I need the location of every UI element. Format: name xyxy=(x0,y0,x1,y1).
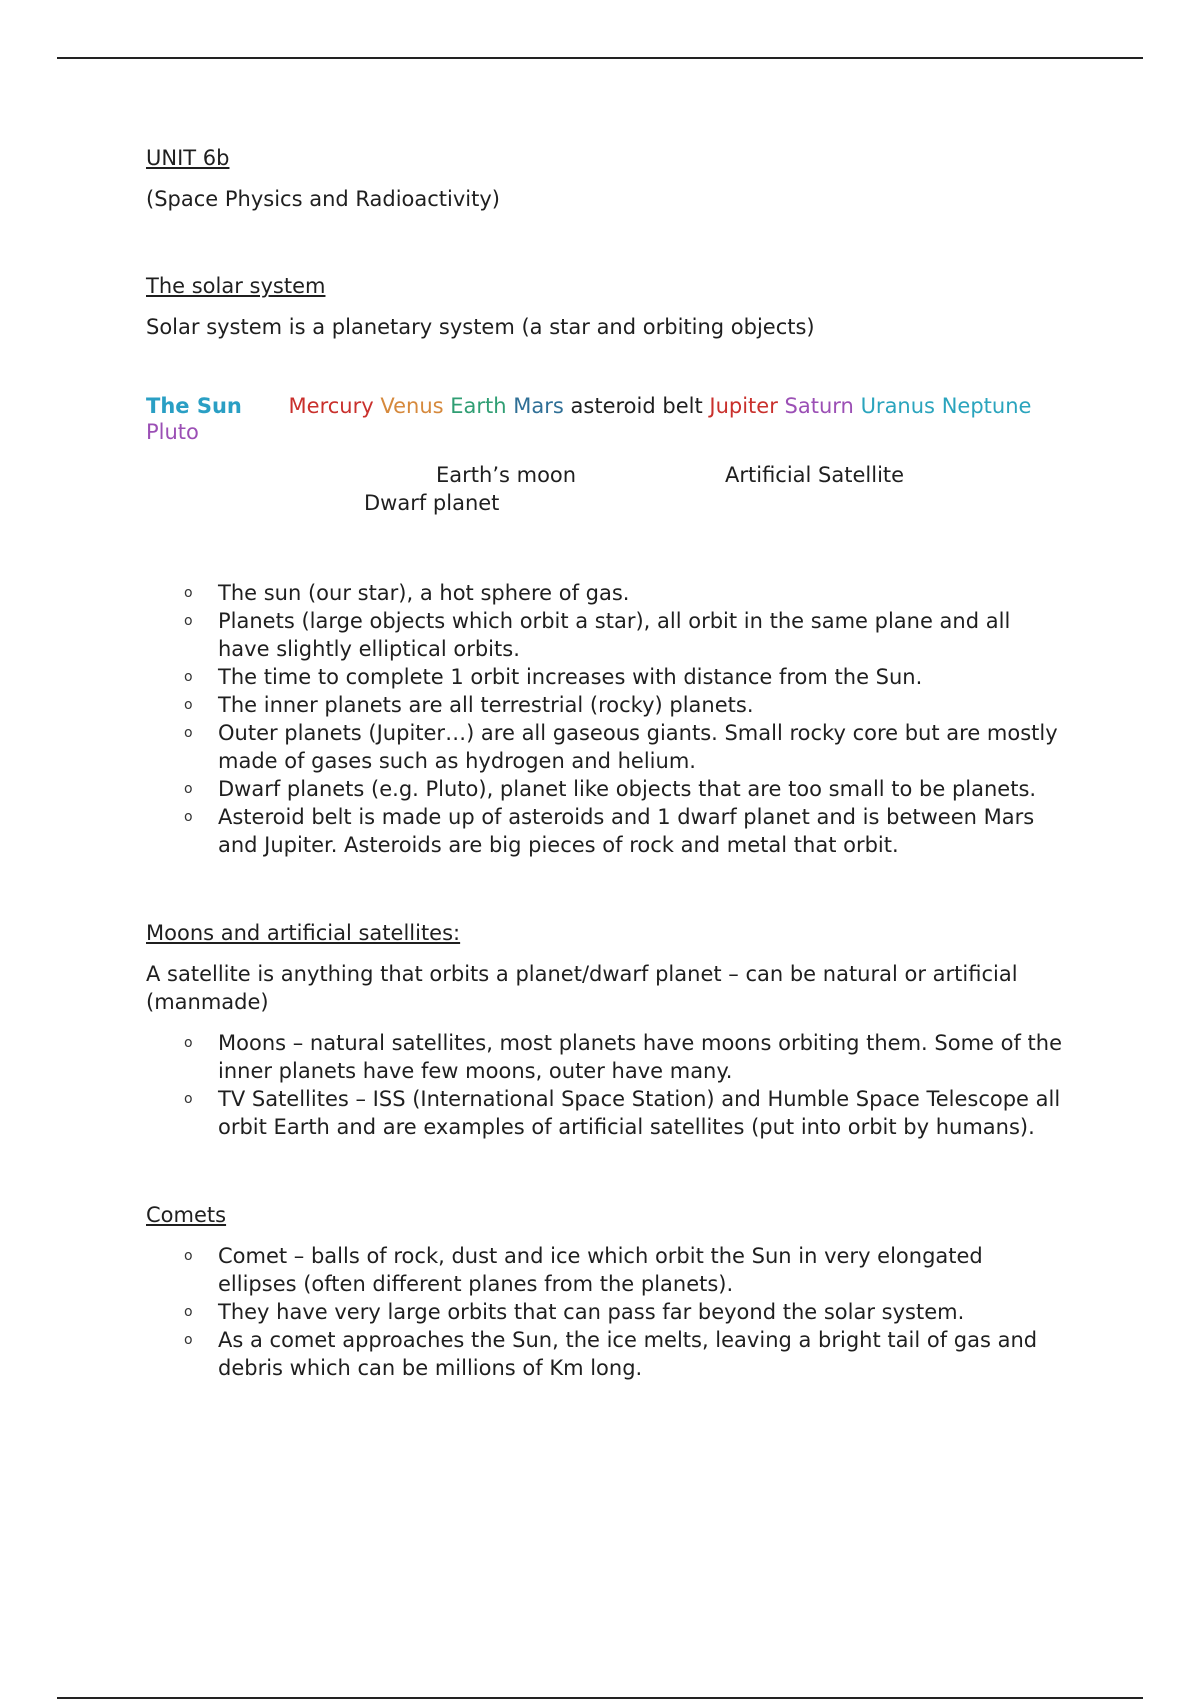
top-rule xyxy=(57,57,1143,59)
list-item: o Outer planets (Jupiter…) are all gaseous giants. Small rocky core but are mostly made of gases such as hydrogen and helium. xyxy=(184,721,1058,773)
list-item: o The time to complete 1 orbit increases with distance from the Sun. xyxy=(184,665,923,689)
solar-system-bullets xyxy=(146,579,1066,859)
document-body xyxy=(146,144,1066,1382)
comets-heading: Comets xyxy=(146,1203,227,1227)
label-earth: Earth xyxy=(450,394,507,418)
label-pluto: Pluto xyxy=(146,420,199,444)
bullet-icon: o xyxy=(184,1091,193,1107)
bullet-icon: o xyxy=(184,809,193,825)
bullet-icon: o xyxy=(184,781,193,797)
label-mars: Mars xyxy=(513,394,564,418)
bullet-icon: o xyxy=(184,669,193,685)
list-item: o Asteroid belt is made up of asteroids and 1 dwarf planet and is between Mars and Jupiter. Asteroids are big pieces of rock and metal that orbit. xyxy=(184,805,1035,857)
bullet-icon: o xyxy=(184,1035,193,1051)
label-artificial-satellite: Artificial Satellite xyxy=(725,463,905,487)
moons-heading: Moons and artificial satellites: xyxy=(146,921,461,945)
list-item: o The inner planets are all terrestrial (rocky) planets. xyxy=(184,693,754,717)
bullet-icon: o xyxy=(184,613,193,629)
bullet-icon: o xyxy=(184,725,193,741)
solar-system-intro: Solar system is a planetary system (a star and orbiting objects) xyxy=(146,315,815,339)
bullet-icon: o xyxy=(184,1332,193,1348)
label-dwarf-planet: Dwarf planet xyxy=(364,491,500,515)
label-saturn: Saturn xyxy=(784,394,854,418)
list-item: o They have very large orbits that can pass far beyond the solar system. xyxy=(184,1300,965,1324)
bullet-icon: o xyxy=(184,697,193,713)
solar-system-heading: The solar system xyxy=(146,274,326,298)
moons-intro: A satellite is anything that orbits a planet/dwarf planet – can be natural or artificial (manmade) xyxy=(146,962,1018,1014)
bullet-icon: o xyxy=(184,1248,193,1264)
unit-title: UNIT 6b xyxy=(146,146,230,170)
bullet-icon: o xyxy=(184,585,193,601)
list-item: o As a comet approaches the Sun, the ice melts, leaving a bright tail of gas and debris which can be millions of Km long. xyxy=(184,1328,1038,1380)
comets-bullets xyxy=(146,1242,1066,1382)
label-jupiter: Jupiter xyxy=(709,394,778,418)
list-item: o Moons – natural satellites, most planets have moons orbiting them. Some of the inner planets have few moons, outer have many. xyxy=(184,1031,1063,1083)
bullet-icon: o xyxy=(184,1304,193,1320)
planet-order-line xyxy=(146,393,1066,445)
list-item: o Planets (large objects which orbit a star), all orbit in the same plane and all have slightly elliptical orbits. xyxy=(184,609,1011,661)
label-earths-moon: Earth’s moon xyxy=(436,463,577,487)
list-item: o Dwarf planets (e.g. Pluto), planet like objects that are too small to be planets. xyxy=(184,777,1037,801)
unit-subtitle: (Space Physics and Radioactivity) xyxy=(146,187,500,211)
list-item: o Comet – balls of rock, dust and ice which orbit the Sun in very elongated ellipses (often different planes from the planets). xyxy=(184,1244,983,1296)
label-venus: Venus xyxy=(380,394,444,418)
bottom-rule xyxy=(57,1697,1143,1699)
list-item: o TV Satellites – ISS (International Space Station) and Humble Space Telescope all orbit Earth and are examples of artificial satellites (put into orbit by humans). xyxy=(184,1087,1061,1139)
diagram-labels xyxy=(146,461,1066,521)
label-asteroid-belt: asteroid belt xyxy=(570,394,703,418)
label-uranus: Uranus xyxy=(860,394,935,418)
label-sun: The Sun xyxy=(146,394,242,418)
label-neptune: Neptune xyxy=(941,394,1032,418)
list-item: o The sun (our star), a hot sphere of gas. xyxy=(184,581,630,605)
moons-bullets xyxy=(146,1029,1066,1141)
label-mercury: Mercury xyxy=(288,394,374,418)
